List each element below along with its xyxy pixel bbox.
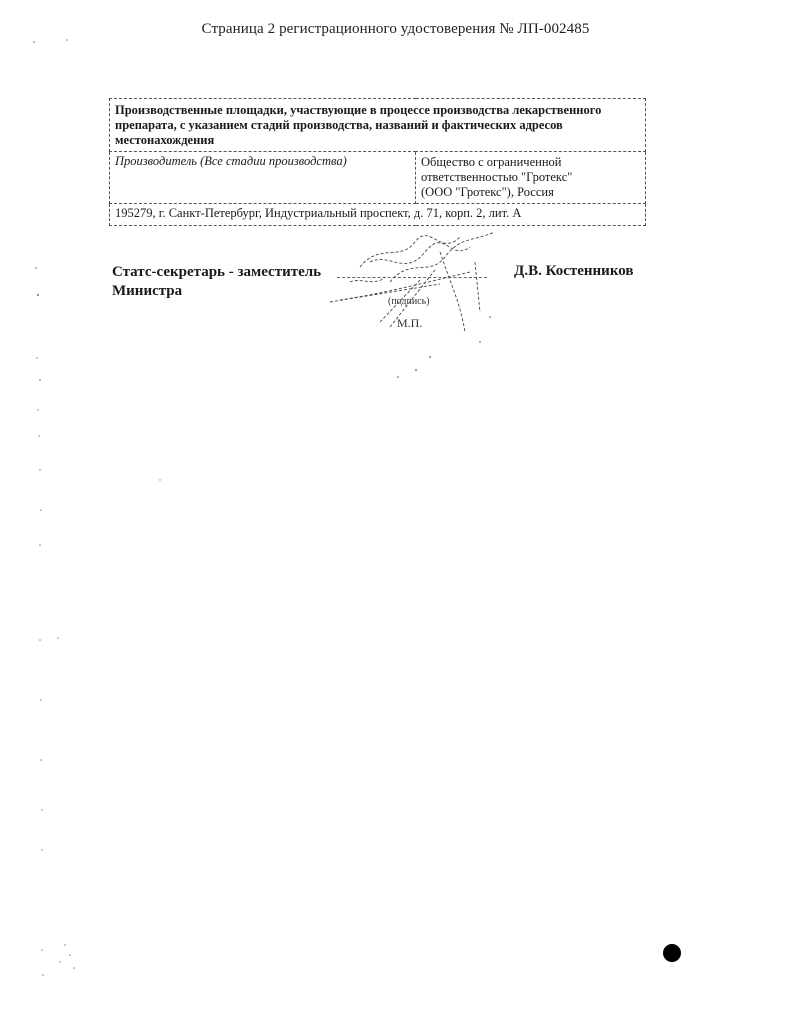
- stamp-place-label: М.П.: [397, 316, 423, 330]
- table-heading-cell: Производственные площадки, участвующие в процессе производства лекарственного препарата, с указанием стадий производства, названий и фактических адресов местонахождения: [110, 99, 646, 152]
- signer-name: Д.В. Костенников: [514, 263, 634, 279]
- table-heading-row: [110, 99, 646, 152]
- table-row: [110, 152, 646, 204]
- manufacturer-role-cell: Производитель (Все стадии производства): [110, 152, 416, 204]
- production-sites-table: [109, 98, 646, 226]
- organization-cell: [416, 152, 646, 204]
- handwritten-signature: [320, 222, 520, 392]
- organization-line: Общество с ограниченной: [421, 155, 562, 169]
- scan-punch-dot: [663, 944, 681, 962]
- address-cell: 195279, г. Санкт-Петербург, Индустриальный проспект, д. 71, корп. 2, лит. А: [110, 204, 646, 226]
- page-header-title: Страница 2 регистрационного удостоверения № ЛП-002485: [201, 21, 590, 37]
- signer-title: Статс-секретарь - заместитель Министра: [112, 264, 322, 299]
- signature-caption: (подпись): [388, 296, 430, 307]
- organization-line: ответственностью "Гротекс": [421, 170, 573, 184]
- organization-line: (ООО "Гротекс"), Россия: [421, 185, 554, 199]
